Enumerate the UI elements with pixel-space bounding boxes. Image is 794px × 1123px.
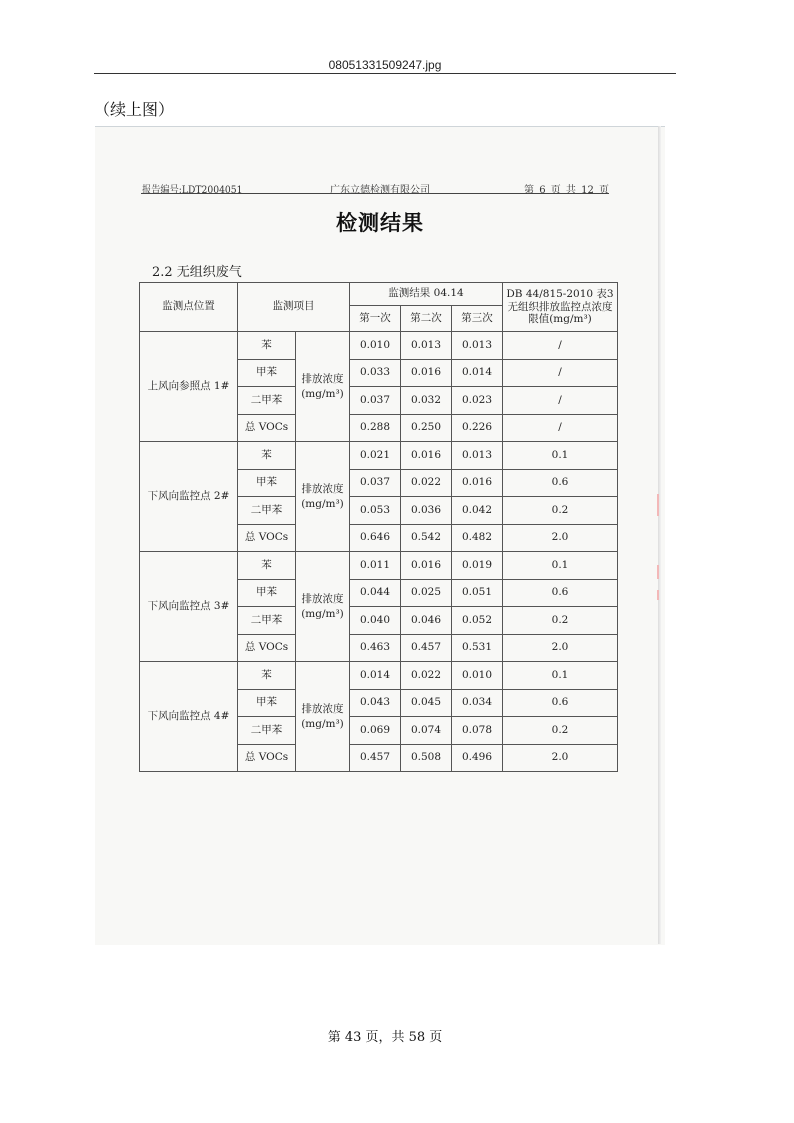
category-cell: 排放浓度 (mg/m³)	[296, 662, 350, 772]
value-run-1: 0.014	[350, 662, 401, 690]
item-cell: 苯	[238, 552, 296, 580]
value-run-1: 0.646	[350, 524, 401, 552]
red-stamp-fragment	[657, 590, 659, 600]
item-cell: 总 VOCs	[238, 524, 296, 552]
table-row	[140, 442, 618, 470]
table-row	[140, 552, 618, 580]
value-run-1: 0.033	[350, 359, 401, 387]
limit-cell: /	[503, 414, 618, 442]
category-cell: 排放浓度 (mg/m³)	[296, 552, 350, 662]
value-run-3: 0.051	[452, 579, 503, 607]
item-cell: 二甲苯	[238, 607, 296, 635]
value-run-3: 0.496	[452, 744, 503, 772]
item-cell: 二甲苯	[238, 497, 296, 525]
limit-cell: 2.0	[503, 744, 618, 772]
report-number: 报告编号:LDT2004051	[142, 185, 243, 196]
item-cell: 苯	[238, 662, 296, 690]
location-cell: 下风向监控点 4#	[140, 662, 238, 772]
location-cell: 下风向监控点 2#	[140, 442, 238, 552]
item-cell: 总 VOCs	[238, 414, 296, 442]
value-run-2: 0.013	[401, 332, 452, 360]
header-location: 监测点位置	[140, 283, 238, 332]
value-run-1: 0.011	[350, 552, 401, 580]
table-header-row	[140, 283, 618, 306]
document-filename: 08051331509247.jpg	[328, 58, 442, 72]
value-run-2: 0.046	[401, 607, 452, 635]
limit-cell: 0.6	[503, 689, 618, 717]
limit-cell: 0.2	[503, 607, 618, 635]
limit-cell: 0.2	[503, 717, 618, 745]
value-run-3: 0.042	[452, 497, 503, 525]
table-row	[140, 662, 618, 690]
category-cell: 排放浓度 (mg/m³)	[296, 332, 350, 442]
value-run-3: 0.226	[452, 414, 503, 442]
value-run-1: 0.288	[350, 414, 401, 442]
limit-cell: /	[503, 387, 618, 415]
value-run-3: 0.010	[452, 662, 503, 690]
value-run-2: 0.542	[401, 524, 452, 552]
limit-cell: 2.0	[503, 634, 618, 662]
item-cell: 总 VOCs	[238, 634, 296, 662]
page-footer: 第 43 页，共 58 页	[327, 1030, 443, 1045]
company-name: 广东立德检测有限公司	[330, 185, 430, 196]
item-cell: 甲苯	[238, 469, 296, 497]
value-run-2: 0.032	[401, 387, 452, 415]
caption-continued: （续上图）	[94, 100, 175, 119]
value-run-3: 0.531	[452, 634, 503, 662]
header-rule	[94, 73, 676, 74]
value-run-1: 0.457	[350, 744, 401, 772]
item-cell: 甲苯	[238, 689, 296, 717]
item-cell: 二甲苯	[238, 717, 296, 745]
value-run-3: 0.013	[452, 332, 503, 360]
value-run-2: 0.016	[401, 442, 452, 470]
value-run-2: 0.074	[401, 717, 452, 745]
value-run-1: 0.021	[350, 442, 401, 470]
value-run-1: 0.037	[350, 469, 401, 497]
limit-cell: 2.0	[503, 524, 618, 552]
section-heading: 2.2 无组织废气	[152, 265, 242, 280]
value-run-3: 0.019	[452, 552, 503, 580]
header-result: 监测结果 04.14	[350, 283, 503, 306]
value-run-2: 0.025	[401, 579, 452, 607]
value-run-2: 0.016	[401, 552, 452, 580]
item-cell: 二甲苯	[238, 387, 296, 415]
value-run-3: 0.482	[452, 524, 503, 552]
location-cell: 下风向监控点 3#	[140, 552, 238, 662]
value-run-2: 0.036	[401, 497, 452, 525]
value-run-1: 0.463	[350, 634, 401, 662]
limit-cell: 0.1	[503, 442, 618, 470]
header-standard: DB 44/815-2010 表3 无组织排放监控点浓度限值(mg/m³)	[503, 283, 618, 332]
report-header-rule	[141, 193, 609, 194]
value-run-3: 0.016	[452, 469, 503, 497]
item-cell: 苯	[238, 332, 296, 360]
header-run-3: 第三次	[452, 306, 503, 332]
value-run-3: 0.034	[452, 689, 503, 717]
limit-cell: 0.6	[503, 469, 618, 497]
value-run-1: 0.069	[350, 717, 401, 745]
category-cell: 排放浓度 (mg/m³)	[296, 442, 350, 552]
value-run-1: 0.037	[350, 387, 401, 415]
limit-cell: 0.6	[503, 579, 618, 607]
header-run-1: 第一次	[350, 306, 401, 332]
table-row	[140, 332, 618, 360]
item-cell: 苯	[238, 442, 296, 470]
red-stamp-fragment	[657, 565, 659, 579]
location-cell: 上风向参照点 1#	[140, 332, 238, 442]
header-run-2: 第二次	[401, 306, 452, 332]
report-title: 检测结果	[336, 210, 424, 235]
scan-edge-shadow	[658, 126, 661, 944]
limit-cell: /	[503, 359, 618, 387]
limit-cell: 0.2	[503, 497, 618, 525]
value-run-2: 0.022	[401, 662, 452, 690]
value-run-2: 0.045	[401, 689, 452, 717]
report-page-indicator: 第 6 页 共 12 页	[524, 185, 609, 196]
value-run-1: 0.044	[350, 579, 401, 607]
value-run-1: 0.010	[350, 332, 401, 360]
value-run-1: 0.053	[350, 497, 401, 525]
limit-cell: 0.1	[503, 662, 618, 690]
value-run-3: 0.014	[452, 359, 503, 387]
value-run-2: 0.508	[401, 744, 452, 772]
value-run-2: 0.457	[401, 634, 452, 662]
item-cell: 总 VOCs	[238, 744, 296, 772]
limit-cell: 0.1	[503, 552, 618, 580]
value-run-1: 0.043	[350, 689, 401, 717]
item-cell: 甲苯	[238, 359, 296, 387]
value-run-2: 0.250	[401, 414, 452, 442]
value-run-2: 0.022	[401, 469, 452, 497]
red-stamp-fragment	[657, 494, 659, 516]
item-cell: 甲苯	[238, 579, 296, 607]
value-run-3: 0.023	[452, 387, 503, 415]
value-run-1: 0.040	[350, 607, 401, 635]
header-item: 监测项目	[238, 283, 350, 332]
value-run-3: 0.013	[452, 442, 503, 470]
value-run-3: 0.078	[452, 717, 503, 745]
value-run-3: 0.052	[452, 607, 503, 635]
limit-cell: /	[503, 332, 618, 360]
value-run-2: 0.016	[401, 359, 452, 387]
results-table	[139, 282, 618, 772]
scanned-report-image	[95, 126, 665, 945]
